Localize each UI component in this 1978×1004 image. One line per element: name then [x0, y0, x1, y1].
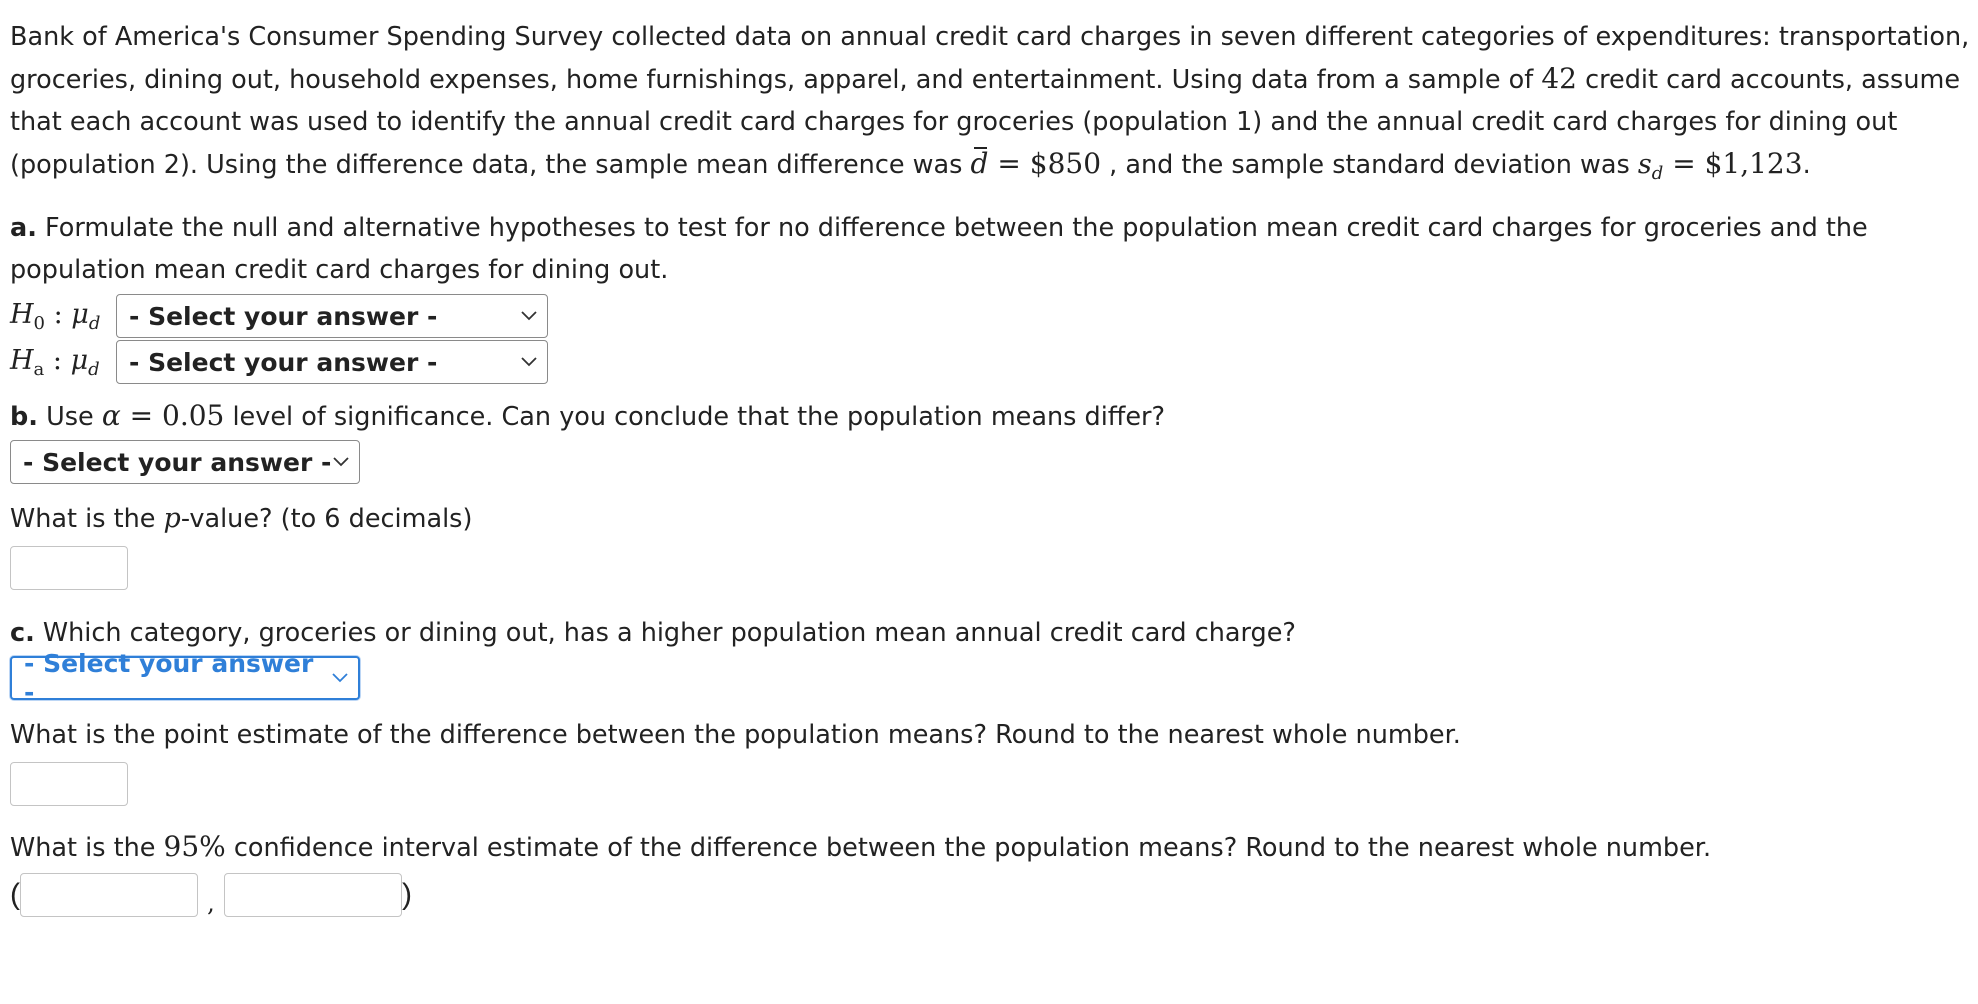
h0-symbol: H [10, 298, 34, 330]
pvalue-prompt [10, 498, 1970, 540]
d-bar-symbol: d [971, 143, 989, 185]
part-c-prompt [10, 612, 1970, 654]
part-a-prompt [10, 207, 1970, 291]
ci-prompt [10, 826, 1970, 869]
alpha-symbol: α [101, 399, 121, 432]
chevron-down-icon [521, 311, 537, 321]
intro-period: . [1802, 150, 1811, 180]
question-page [10, 0, 1970, 917]
ha-subscript: a [33, 358, 45, 380]
ci-close-paren: ) [402, 878, 412, 911]
h0-label [10, 299, 116, 334]
pvalue-text-after: -value? (to 6 decimals) [180, 504, 473, 534]
ha-mu: μ [70, 344, 89, 376]
h0-mu: μ [71, 298, 89, 330]
intro-text-3: , and the sample standard deviation was [1109, 150, 1630, 180]
h0-select[interactable] [116, 294, 548, 338]
h0-select-value: - Select your answer - [129, 301, 438, 331]
ci-text-before: What is the [10, 833, 156, 863]
higher-category-select-value: - Select your answer - [24, 649, 314, 707]
chevron-down-icon [521, 357, 537, 367]
part-c-label: c. [10, 618, 35, 648]
point-estimate-prompt [10, 714, 1970, 756]
ci-open-paren: ( [10, 878, 20, 911]
alpha-value: 0.05 [162, 399, 225, 432]
hypotheses-block [10, 293, 1970, 385]
sd-symbol: s [1637, 149, 1652, 180]
ha-mu-subscript: d [88, 358, 100, 380]
intro-paragraph [10, 16, 1970, 195]
h0-subscript: 0 [33, 312, 45, 334]
differ-select[interactable] [10, 440, 360, 484]
p-symbol: p [163, 503, 181, 534]
chevron-down-icon [332, 673, 348, 683]
part-b-prompt [10, 395, 1970, 438]
ci-text-after: confidence interval estimate of the difference between the population means? Round to the nearest whole number. [233, 833, 1712, 863]
ci-percent: 95% [163, 830, 226, 863]
equals-sign-2: = [1672, 147, 1696, 180]
pvalue-input[interactable] [10, 546, 128, 590]
sample-size: 42 [1541, 62, 1577, 95]
sd-subscript: d [1651, 163, 1664, 184]
part-b-text-before: Use [46, 402, 94, 432]
mean-difference-value: $850 [1029, 147, 1102, 180]
ha-colon: : [52, 344, 62, 376]
ha-label [10, 345, 116, 380]
ha-row [10, 339, 1970, 385]
differ-select-value: - Select your answer - [23, 447, 332, 477]
chevron-down-icon [333, 457, 349, 467]
ci-comma: , [207, 889, 215, 917]
part-b-text-after: level of significance. Can you conclude that the population means differ? [232, 402, 1166, 432]
point-estimate-input[interactable] [10, 762, 128, 806]
part-b-label: b. [10, 402, 38, 432]
ci-upper-input[interactable] [224, 873, 402, 917]
ci-inputs-row [10, 873, 1970, 917]
h0-row [10, 293, 1970, 339]
alpha-equals: = [129, 399, 154, 432]
higher-category-select[interactable] [10, 649, 360, 707]
part-a-label: a. [10, 213, 37, 243]
ha-symbol: H [10, 344, 34, 376]
intro-text-2: credit card accounts, assume that each account was used to identify the annual credit card charges for groceries (population 1) and the annual credit card charges for dining out (population 2). Using the difference data, the sample mean difference was [10, 65, 1961, 180]
part-c-text: Which category, groceries or dining out, has a higher population mean annual credit card charge? [42, 618, 1296, 648]
point-estimate-text: What is the point estimate of the difference between the population means? Round to the nearest whole number. [10, 720, 1461, 750]
part-a-text: Formulate the null and alternative hypotheses to test for no difference between the population mean credit card charges for groceries and the population mean credit card charges for dining out. [10, 213, 1868, 285]
sd-value: $1,123 [1704, 147, 1803, 180]
ha-select[interactable] [116, 340, 548, 384]
ha-select-value: - Select your answer - [129, 347, 438, 377]
ci-lower-input[interactable] [20, 873, 198, 917]
h0-colon: : [53, 298, 63, 330]
h0-mu-subscript: d [88, 312, 101, 334]
equals-sign: = [997, 147, 1021, 180]
intro-text-1: Bank of America's Consumer Spending Survey collected data on annual credit card charges in seven different categories of expenditures: transportation, groceries, dining out, household expenses, home furnishings, apparel, and entertainment. Using data from a sample of [10, 22, 1970, 95]
pvalue-text-before: What is the [10, 504, 156, 534]
